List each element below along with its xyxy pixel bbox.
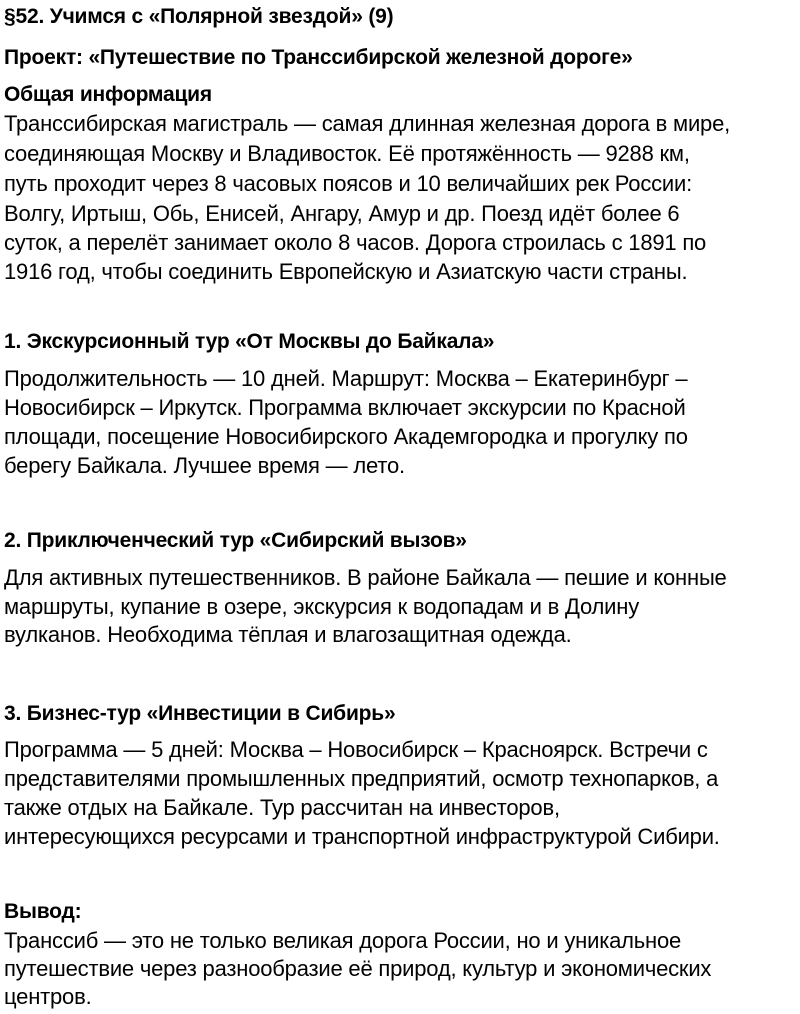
tour-2-heading: 2. Приключенческий тур «Сибирский вызов»	[4, 529, 467, 552]
tour-3-line: представителями промышленных предприятий, осмотр технопарков, а	[4, 766, 719, 791]
tour-1-line: берегу Байкала. Лучшее время — лето.	[4, 453, 405, 478]
conclusion-heading: Вывод:	[4, 900, 82, 923]
project-title: Проект: «Путешествие по Транссибирской железной дороге»	[4, 46, 633, 69]
general-line: Транссибирская магистраль — самая длинная железная дорога в мире,	[4, 111, 731, 136]
tour-3-line: Программа — 5 дней: Москва – Новосибирск – Красноярск. Встречи с	[4, 737, 708, 762]
general-line: суток, а перелёт занимает около 8 часов. Дорога строилась с 1891 по	[4, 230, 707, 255]
general-heading: Общая информация	[4, 83, 212, 106]
tour-3-heading: 3. Бизнес-тур «Инвестиции в Сибирь»	[4, 702, 396, 725]
general-line: Волгу, Иртыш, Обь, Енисей, Ангару, Амур и др. Поезд идёт более 6	[4, 201, 680, 226]
tour-2-line: маршруты, купание в озере, экскурсия к водопадам и в Долину	[4, 594, 640, 619]
tour-1-heading: 1. Экскурсионный тур «От Москвы до Байкала»	[4, 330, 495, 353]
tour-1-line: Новосибирск – Иркутск. Программа включает экскурсии по Красной	[4, 395, 686, 420]
tour-2-line: вулканов. Необходима тёплая и влагозащитная одежда.	[4, 622, 572, 647]
conclusion-line: центров.	[4, 984, 92, 1009]
tour-1-line: площади, посещение Новосибирского Академгородка и прогулку по	[4, 424, 688, 449]
tour-3-line: также отдых на Байкале. Тур рассчитан на инвесторов,	[4, 795, 560, 820]
section-title: §52. Учимся с «Полярной звездой» (9)	[4, 5, 394, 28]
tour-3-line: интересующихся ресурсами и транспортной инфраструктурой Сибири.	[4, 824, 720, 849]
tour-1-line: Продолжительность — 10 дней. Маршрут: Москва – Екатеринбург –	[4, 366, 688, 391]
general-line: 1916 год, чтобы соединить Европейскую и Азиатскую части страны.	[4, 259, 688, 284]
general-line: путь проходит через 8 часовых поясов и 10 величайших рек России:	[4, 171, 693, 196]
conclusion-line: путешествие через разнообразие её природ, культур и экономических	[4, 956, 712, 981]
conclusion-line: Транссиб — это не только великая дорога России, но и уникальное	[4, 928, 682, 953]
tour-2-line: Для активных путешественников. В районе Байкала — пешие и конные	[4, 565, 727, 590]
general-line: соединяющая Москву и Владивосток. Её протяжённость — 9288 км,	[4, 141, 690, 166]
